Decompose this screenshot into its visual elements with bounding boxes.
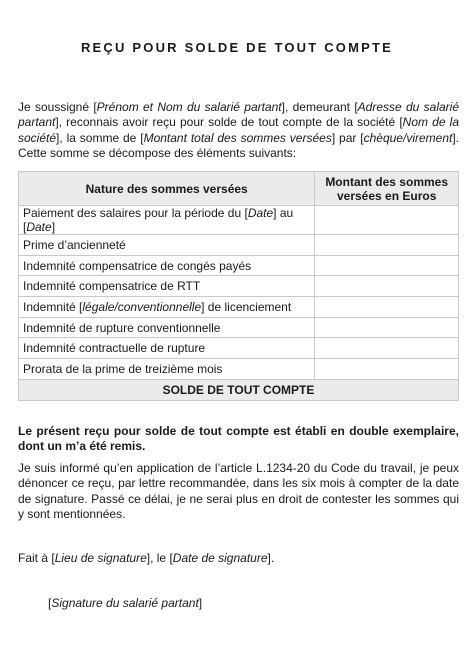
placeholder-date: Date: [26, 220, 52, 234]
table-row: [19, 317, 459, 338]
intro-paragraph: [18, 100, 459, 162]
amount-cell: [315, 255, 459, 276]
payments-table: [18, 171, 459, 401]
amount-cell: [315, 235, 459, 256]
signature-line: [Signature du salarié partant]: [48, 596, 203, 610]
row-label: Indemnité de rupture conventionnelle: [19, 317, 315, 338]
header-amount: Montant des sommes versées en Euros: [315, 172, 459, 206]
amount-cell: [315, 276, 459, 297]
row-label: Indemnité compensatrice de congés payés: [19, 255, 315, 276]
amount-cell: [315, 317, 459, 338]
place-date-line: Fait à [Lieu de signature], le [Date de signature].: [18, 551, 275, 565]
placeholder-date: Date: [247, 206, 274, 220]
table-row: [19, 235, 459, 256]
header-nature: Nature des sommes versées: [19, 172, 315, 206]
table-row: [19, 276, 459, 297]
row-label: Prorata de la prime de treizième mois: [19, 359, 315, 380]
placeholder-employee-address: Adresse du salarié partant: [18, 100, 459, 130]
placeholder-company-name: Nom de la société: [18, 115, 459, 145]
row-label: Indemnité compensatrice de RTT: [19, 276, 315, 297]
table-row: [19, 338, 459, 359]
intro-text: Je soussigné [: [18, 100, 97, 114]
row-label: Prime d’ancienneté: [19, 235, 315, 256]
placeholder-signature: Signature du salarié partant: [51, 596, 199, 610]
table-row: [19, 206, 459, 235]
intro-text: ] par [: [331, 130, 364, 145]
amount-cell: [315, 338, 459, 359]
row-label: Indemnité contractuelle de rupture: [19, 338, 315, 359]
total-label: SOLDE DE TOUT COMPTE: [19, 379, 459, 400]
placeholder-signature-place: Lieu de signature: [54, 551, 147, 565]
placeholder-signature-date: Date de signature: [172, 551, 268, 565]
table-row: [19, 359, 459, 380]
intro-text: ]. Cette somme se décompose des éléments suivants:: [18, 130, 459, 161]
placeholder-total-amount: Montant total des sommes versées: [143, 130, 332, 145]
table-row: [19, 255, 459, 276]
document-title: REÇU POUR SOLDE DE TOUT COMPTE: [80, 40, 394, 55]
amount-cell: [315, 297, 459, 318]
placeholder-severance-type: légale/conventionnelle: [82, 299, 202, 314]
notice-paragraph: Je suis informé qu’en application de l’article L.1234-20 du Code du travail, je peux dénoncer ce reçu, par lettre recommandée, dans les six mois à compter de la date de signature. Passé ce délai, je ne serai plus en droit de contester les sommes qui y sont mentionnées.: [18, 461, 459, 522]
total-row: [19, 379, 459, 400]
row-label-severance: Indemnité [légale/conventionnelle] de licenciement: [19, 297, 315, 318]
intro-text: ], demeurant [: [281, 100, 358, 114]
placeholder-employee-name: Prénom et Nom du salarié partant: [96, 100, 282, 114]
amount-cell: [315, 359, 459, 380]
intro-text: ], la somme de [: [56, 130, 144, 145]
placeholder-payment-method: chèque/virement: [363, 130, 453, 145]
intro-text: ], reconnais avoir reçu pour solde de tout compte de la société [: [55, 115, 403, 130]
row-label-salary: Paiement des salaires pour la période du [Date] au [Date]: [19, 206, 315, 235]
table-header-row: [19, 172, 459, 206]
statement-paragraph: Le présent reçu pour solde de tout compte est établi en double exemplaire, dont un m’a été remis.: [18, 424, 459, 454]
amount-cell: [315, 206, 459, 235]
table-row: [19, 297, 459, 318]
